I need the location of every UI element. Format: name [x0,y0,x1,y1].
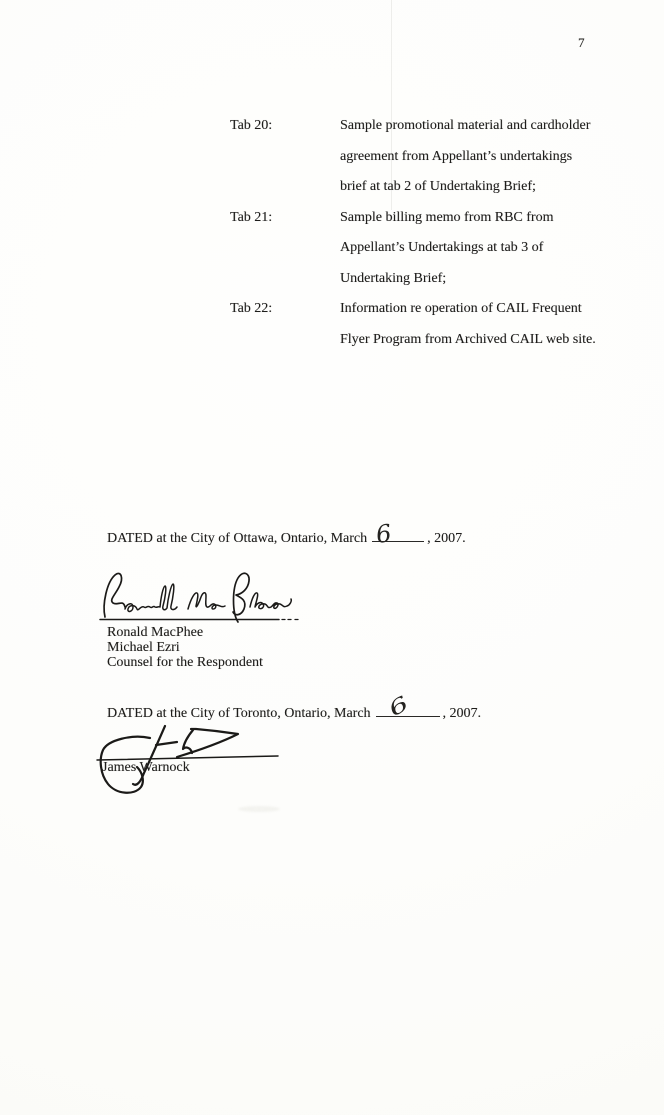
date-blank-underline [372,519,424,549]
page-number: 7 [578,35,585,50]
warnock-signature [92,714,292,798]
handwritten-day-toronto: 6 [383,690,413,722]
dated-toronto-suffix: , 2007. [442,706,482,721]
tab-description [340,111,590,203]
tab-description-line: Sample promotional material and cardholder [340,118,591,133]
dated-toronto-prefix: DATED at the City of Toronto, Ontario, March [107,706,371,721]
tab-description-line: Appellant’s Undertakings at tab 3 of [340,240,544,255]
tab-label: Tab 20: [230,118,273,133]
tab-description-line: Flyer Program from Archived CAIL web site. [340,331,596,347]
tab-description-line: Undertaking Brief; [340,270,447,286]
dated-line-ottawa [107,519,466,549]
exhibit-tab-list [230,111,596,355]
scan-artifact-smudge [238,806,280,812]
counsel-role: Counsel for the Respondent [107,655,263,671]
counsel-name-1: Ronald MacPhee [107,625,204,640]
tab-description-line: brief at tab 2 of Undertaking Brief; [340,179,536,194]
dated-ottawa-suffix: , 2007. [427,531,466,546]
macphee-signature [97,571,302,623]
date-blank-underline [376,690,440,722]
tab-label: Tab 22: [230,301,273,316]
james-warnock-name: James Warnock [102,760,190,775]
tab-label: Tab 21: [230,209,273,225]
tab-row-21 [230,203,596,295]
tab-description-line: agreement from Appellant’s undertakings [340,148,573,164]
tab-description [340,294,596,355]
tab-description [340,203,554,295]
respondent-counsel-names [107,625,263,671]
tab-row-20 [230,111,596,203]
tab-row-22 [230,294,596,355]
tab-description-line: Sample billing memo from RBC from [340,209,554,225]
counsel-name-2: Michael Ezri [107,640,180,656]
handwritten-day-ottawa: 6 [374,519,394,549]
dated-ottawa-prefix: DATED at the City of Ottawa, Ontario, March [107,531,368,546]
tab-description-line: Information re operation of CAIL Frequent [340,301,582,316]
